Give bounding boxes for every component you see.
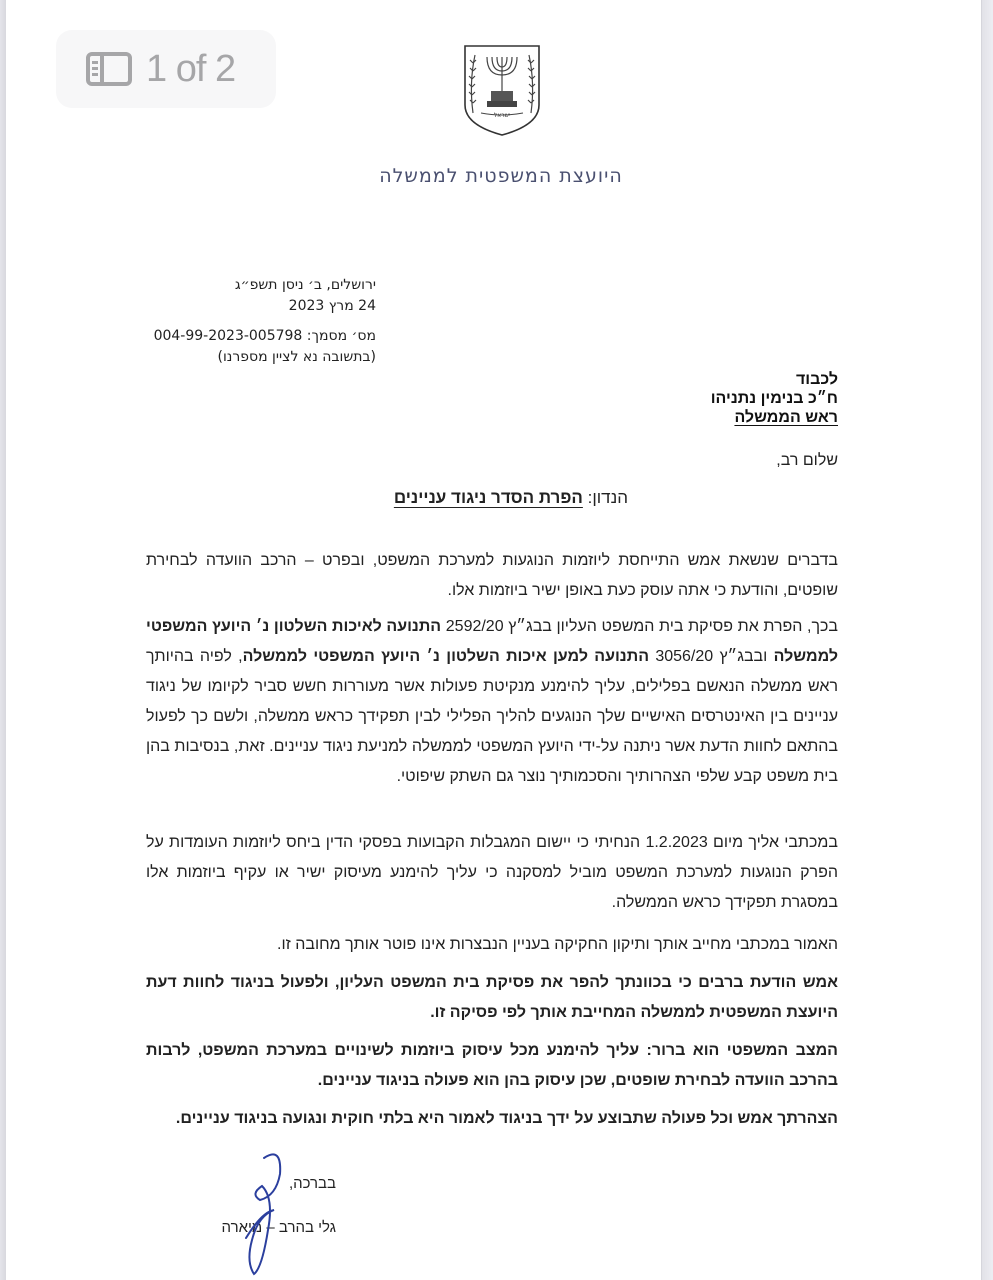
gregorian-date: 24 מרץ 2023 xyxy=(288,298,376,314)
paragraph-4: האמור במכתבי מחייב אותך ותיקון החקיקה בעניין הנבצרות אינו פוטר אותך מחובה זו. xyxy=(277,936,838,953)
p2-text-c: ובבג״ץ 3056/20 xyxy=(649,648,774,665)
reference-label: מס׳ מסמך: xyxy=(306,328,376,344)
viewer-scrollbar[interactable] xyxy=(981,0,993,1280)
case-name-2: התנועה למען איכות השלטון נ׳ היועץ המשפטי לממשלה xyxy=(242,648,650,665)
paragraph-5: אמש הודעת ברבים כי בכוונתך להפר את פסיקת בית המשפט העליון, ולפעול בניגוד לחוות דעת היועצת המשפטית לממשלה המחייבת אותך לפי פסיקה זו. xyxy=(146,974,838,1021)
p2-text-e: , לפיה בהיותך ראש ממשלה הנאשם בפלילים, עליך להימנע מנקיטת פעולות אשר מעוררות חשש סביר לקיומו של ניגוד עניינים בין האינטרסים האישיים שלך הנוגעים להליך הפלילי לבין תפקידך כראש ממשלה, ולשם כך לפעול בהתאם לחוות הדעת אשר ניתנה על-ידי היועץ המשפטי לממשלה למניעת ניגוד עניינים. זאת, בנסיבות בהן בית משפט קבע שלפי הצהרותיך והסכמותיך נוצר גם השתק שיפוטי. xyxy=(146,648,838,785)
reference-number: 004-99-2023-005798 xyxy=(153,328,303,344)
paragraph-1: בדברים שנשאת אמש התייחסת ליוזמות הנוגעות למערכת המשפט, ובפרט – הרכב הוועדה לבחירת שופטים, והודעת כי אתה עוסק כעת באופן ישיר ביוזמות אלו. xyxy=(146,552,838,599)
addressee-block xyxy=(566,370,838,427)
page-indicator[interactable] xyxy=(56,30,276,108)
dateline xyxy=(146,275,376,317)
hebrew-date: ירושלים, ב׳ ניסן תשפ״ג xyxy=(234,277,376,293)
p2-text-a: בכך, הפרת את פסיקת בית המשפט העליון בבג״ץ 2592/20 xyxy=(441,618,838,635)
subject-line xyxy=(206,488,628,508)
document-page xyxy=(6,0,981,1280)
paragraph-7: הצהרתך אמש וכל פעולה שתבוצע על ידך בניגוד לאמור היא בלתי חוקית ונגועה בניגוד עניינים. xyxy=(175,1110,838,1127)
reference-line xyxy=(146,326,376,347)
addressee-salutation: לכבוד xyxy=(795,371,838,388)
greeting: שלום רב, xyxy=(776,452,838,469)
paragraph-2 xyxy=(146,612,838,792)
office-title: היועצת המשפטית לממשלה xyxy=(379,165,623,187)
subject-text: הפרת הסדר ניגוד עניינים xyxy=(393,488,583,507)
signatory-name: גלי בהרב – מיארה xyxy=(221,1219,336,1236)
svg-text:ישראל: ישראל xyxy=(493,112,511,119)
sidebar-icon xyxy=(86,52,132,86)
addressee-title: ראש הממשלה xyxy=(734,409,838,426)
case-name-1: התנועה לאיכות השלטון נ׳ היועץ המשפטי לממשלה xyxy=(146,618,839,665)
page-count: 1 of 2 xyxy=(146,47,236,90)
subject-label: הנדון: xyxy=(587,488,628,507)
closing-block xyxy=(206,1162,336,1250)
reference-block xyxy=(146,326,376,368)
paragraph-3: במכתבי אליך מיום 1.2.2023 הנחיתי כי יישום המגבלות הקבועות בפסקי הדין ביחס ליוזמות העומדות על הפרק הנוגעות למערכת המשפט מוביל למסקנה כי עליך להימנע מעיסוק ישיר או עקיף ביוזמות אלו במסגרת תפקידך כראש הממשלה. xyxy=(146,834,838,911)
state-of-israel-emblem-icon xyxy=(461,43,543,138)
reference-note: (בתשובה נא לציין מספרנו) xyxy=(217,349,376,365)
closing-regards: בברכה, xyxy=(288,1175,336,1192)
paragraph-6: המצב המשפטי הוא ברור: עליך להימנע מכל עיסוק ביוזמות לשינויים במערכת המשפט, לרבות בהרכב הוועדה לבחירת שופטים, שכן עיסוק בהן הוא פעולה בניגוד עניינים. xyxy=(146,1042,838,1089)
addressee-name: ח״כ בנימין נתניהו xyxy=(710,390,838,407)
